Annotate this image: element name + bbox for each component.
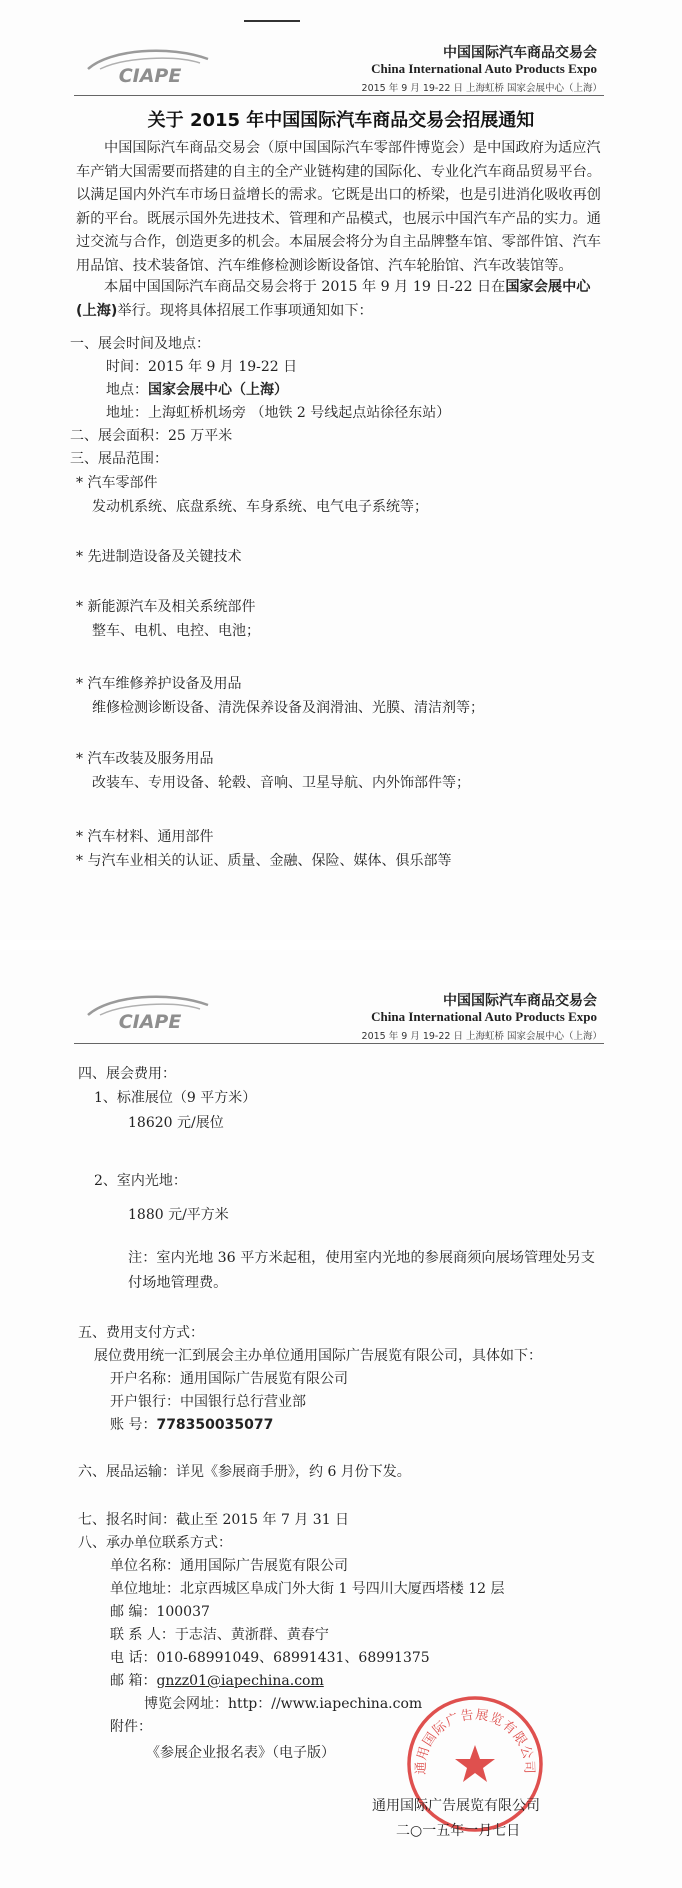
header-org-cn: 中国国际汽车商品交易会 xyxy=(443,993,597,1009)
section-6-transport: 六、展品运输：详见《参展商手册》，约 6 月份下发。 xyxy=(78,1464,411,1480)
payment-description: 展位费用统一汇到展会主办单位通用国际广告展览有限公司，具体如下： xyxy=(94,1348,542,1364)
raw-space-price: 1880 元/平方米 xyxy=(128,1207,229,1223)
section-2-area: 二、展会面积：25 万平米 xyxy=(70,428,233,444)
contact-phone: 电 话：010-68991049、68991431、68991375 xyxy=(110,1650,430,1666)
logo-text: CIAPE xyxy=(118,1011,182,1031)
exhibit-detail: 发动机系统、底盘系统、车身系统、电气电子系统等； xyxy=(92,499,428,515)
account-name: 开户名称：通用国际广告展览有限公司 xyxy=(110,1371,348,1387)
exhibit-detail: 改装车、专用设备、轮毂、音响、卫星导航、内外饰部件等； xyxy=(92,775,470,791)
expo-website: 博览会网址：http：//www.iapechina.com xyxy=(144,1696,423,1712)
expo-time: 时间：2015 年 9 月 19-22 日 xyxy=(106,359,298,375)
intro-paragraph: 中国国际汽车商品交易会（原中国国际汽车零部件博览会）是中国政府为适应汽车产销大国需要而搭建的自主的全产业链构建的国际化、专业化汽车商品贸易平台。以满足国内外汽车市场日益增长的需求。它既是出口的桥梁，也是引进消化吸收再创新的平台。既展示国外先进技术、管理和产品模式，也展示中国汽车产品的实力。通过交流与合作，创造更多的机会。本届展会将分为自主品牌整车馆、零部件馆、汽车用品馆、技术装备馆、汽车维修检测诊断设备馆、汽车轮胎馆、汽车改装馆等。 xyxy=(76,140,601,274)
page-title: 关于 2015 年中国国际汽车商品交易会招展通知 xyxy=(147,110,535,131)
contact-address: 单位地址：北京西城区阜成门外大街 1 号四川大厦西塔楼 12 层 xyxy=(110,1581,505,1597)
logo-text: CIAPE xyxy=(118,65,182,85)
attachment-form: 《参展企业报名表》（电子版） xyxy=(146,1745,335,1761)
section-3-title: 三、展品范围： xyxy=(70,451,168,467)
exhibit-category: * 汽车维修养护设备及用品 xyxy=(76,676,242,692)
contact-postcode: 邮 编：100037 xyxy=(110,1604,210,1620)
exhibit-category: * 先进制造设备及关键技术 xyxy=(76,549,242,565)
contact-unit: 单位名称：通用国际广告展览有限公司 xyxy=(110,1558,348,1574)
header-org-cn: 中国国际汽车商品交易会 xyxy=(443,45,597,61)
contact-person: 联 系 人：于志洁、黄浙群、黄春宁 xyxy=(110,1627,329,1643)
expo-place: 地点：国家会展中心（上海） xyxy=(106,382,288,398)
exhibit-category: * 汽车改装及服务用品 xyxy=(76,751,214,767)
scan-mark xyxy=(244,20,300,22)
header-date-venue: 2015 年 9 月 19-22 日 上海虹桥 国家会展中心（上海） xyxy=(361,1031,602,1042)
header-rule xyxy=(74,95,604,96)
ciape-logo xyxy=(80,45,220,85)
section-5-title: 五、费用支付方式： xyxy=(78,1325,204,1341)
section-4-title: 四、展会费用： xyxy=(78,1066,176,1082)
section-7-deadline: 七、报名时间：截止至 2015 年 7 月 31 日 xyxy=(78,1512,350,1528)
contact-email: 邮 箱：gnzz01@iapechina.com xyxy=(110,1673,324,1689)
intro-schedule: 本届中国国际汽车商品交易会将于 2015 年 9 月 19 日-22 日在国家会展中心(上海)举行。现将具体招展工作事项通知如下： xyxy=(76,279,591,319)
header-org-en: China International Auto Products Expo xyxy=(371,61,597,76)
header-org-en: China International Auto Products Expo xyxy=(371,1009,597,1024)
raw-space: 2、室内光地： xyxy=(94,1173,187,1189)
expo-address: 地址：上海虹桥机场旁 （地铁 2 号线起点站徐径东站） xyxy=(106,405,451,421)
account-number: 账 号：778350035077 xyxy=(110,1417,274,1433)
exhibit-category: * 汽车材料、通用部件 xyxy=(76,829,214,845)
ciape-logo xyxy=(80,991,220,1031)
stamp-star-icon xyxy=(455,1745,495,1782)
notice-page-1 xyxy=(0,0,682,940)
exhibit-category: * 与汽车业相关的认证、质量、金融、保险、媒体、俱乐部等 xyxy=(76,853,452,869)
header-rule xyxy=(74,1043,604,1044)
exhibit-category: * 新能源汽车及相关系统部件 xyxy=(76,599,256,615)
exhibit-detail: 维修检测诊断设备、清洗保养设备及润滑油、光膜、清洁剂等； xyxy=(92,700,484,716)
attachment-label: 附件： xyxy=(110,1719,152,1735)
signature-org: 通用国际广告展览有限公司 xyxy=(372,1798,540,1814)
standard-booth-price: 18620 元/展位 xyxy=(128,1115,224,1131)
raw-space-note: 注：室内光地 36 平方米起租，使用室内光地的参展商须向展场管理处另支付场地管理费。 xyxy=(128,1250,595,1291)
section-1-title: 一、展会时间及地点： xyxy=(70,336,210,352)
standard-booth: 1、标准展位（9 平方米） xyxy=(94,1090,257,1106)
signature-date: 二○一五年一月七日 xyxy=(396,1823,521,1839)
email-link[interactable]: gnzz01@iapechina.com xyxy=(156,1673,324,1689)
exhibit-detail: 整车、电机、电控、电池； xyxy=(92,623,260,639)
stamp-text: 通用国际广告展览有限公司 xyxy=(413,1707,537,1775)
account-bank: 开户银行：中国银行总行营业部 xyxy=(110,1394,306,1410)
exhibit-category: * 汽车零部件 xyxy=(76,475,158,491)
section-8-title: 八、承办单位联系方式： xyxy=(78,1535,232,1551)
header-date-venue: 2015 年 9 月 19-22 日 上海虹桥 国家会展中心（上海） xyxy=(361,83,602,94)
page-gap xyxy=(0,940,682,950)
